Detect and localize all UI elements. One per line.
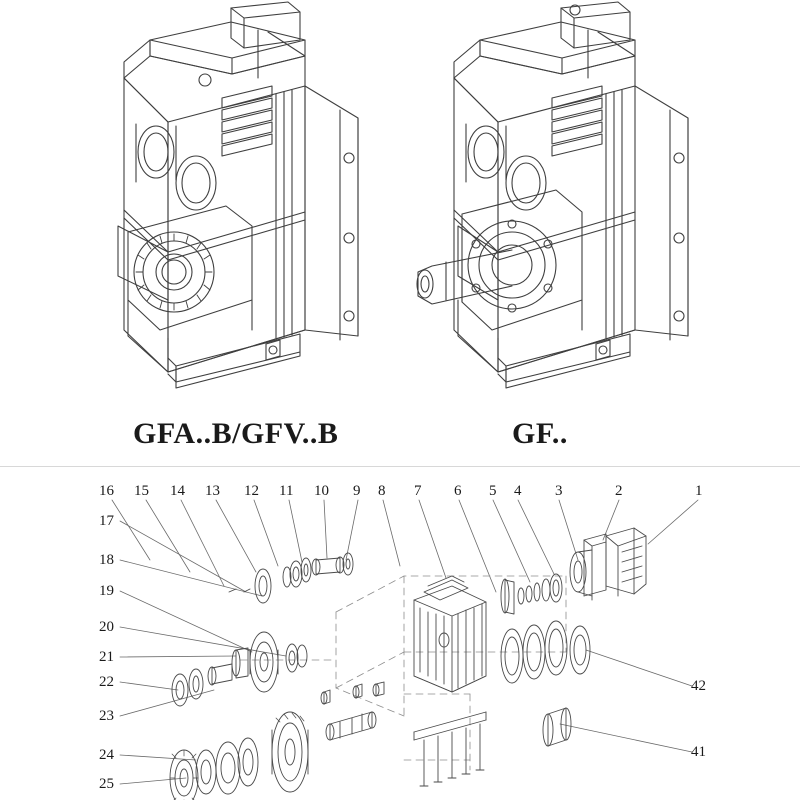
callout-25: 25 bbox=[99, 776, 114, 792]
callout-22: 22 bbox=[99, 674, 114, 690]
part-housing-block bbox=[414, 576, 486, 692]
callout-17: 17 bbox=[99, 513, 114, 529]
caption-left: GFA..B/GFV..B bbox=[133, 417, 339, 450]
callout-10: 10 bbox=[314, 483, 329, 499]
part-output-gear-lower bbox=[170, 712, 308, 800]
callout-16: 16 bbox=[99, 483, 114, 499]
callout-20: 20 bbox=[99, 619, 114, 635]
callout-18: 18 bbox=[99, 552, 114, 568]
callout-5: 5 bbox=[489, 483, 497, 499]
callout-9: 9 bbox=[353, 483, 361, 499]
callout-12: 12 bbox=[244, 483, 259, 499]
callout-42: 42 bbox=[691, 678, 706, 694]
caption-right: GF.. bbox=[512, 417, 568, 450]
callout-23: 23 bbox=[99, 708, 114, 724]
part-middle-shaft-gear bbox=[172, 632, 307, 706]
callout-1: 1 bbox=[695, 483, 703, 499]
part-input-shaft-upper bbox=[229, 553, 353, 603]
callout-11: 11 bbox=[279, 483, 294, 499]
callout-13: 13 bbox=[205, 483, 220, 499]
callout-41: 41 bbox=[691, 744, 706, 760]
callout-7: 7 bbox=[414, 483, 422, 499]
callout-24: 24 bbox=[99, 747, 114, 763]
part-motor-adapter bbox=[570, 528, 646, 600]
callout-14: 14 bbox=[170, 483, 185, 499]
callout-15: 15 bbox=[134, 483, 149, 499]
callout-8: 8 bbox=[378, 483, 386, 499]
callout-3: 3 bbox=[555, 483, 563, 499]
callout-4: 4 bbox=[514, 483, 522, 499]
callout-6: 6 bbox=[454, 483, 462, 499]
callout-19: 19 bbox=[99, 583, 114, 599]
part-pinion-shafts bbox=[321, 682, 384, 740]
callout-2: 2 bbox=[615, 483, 623, 499]
part-fasteners-bottom bbox=[414, 712, 486, 786]
callout-21: 21 bbox=[99, 649, 114, 665]
part-rings-right bbox=[501, 574, 567, 683]
